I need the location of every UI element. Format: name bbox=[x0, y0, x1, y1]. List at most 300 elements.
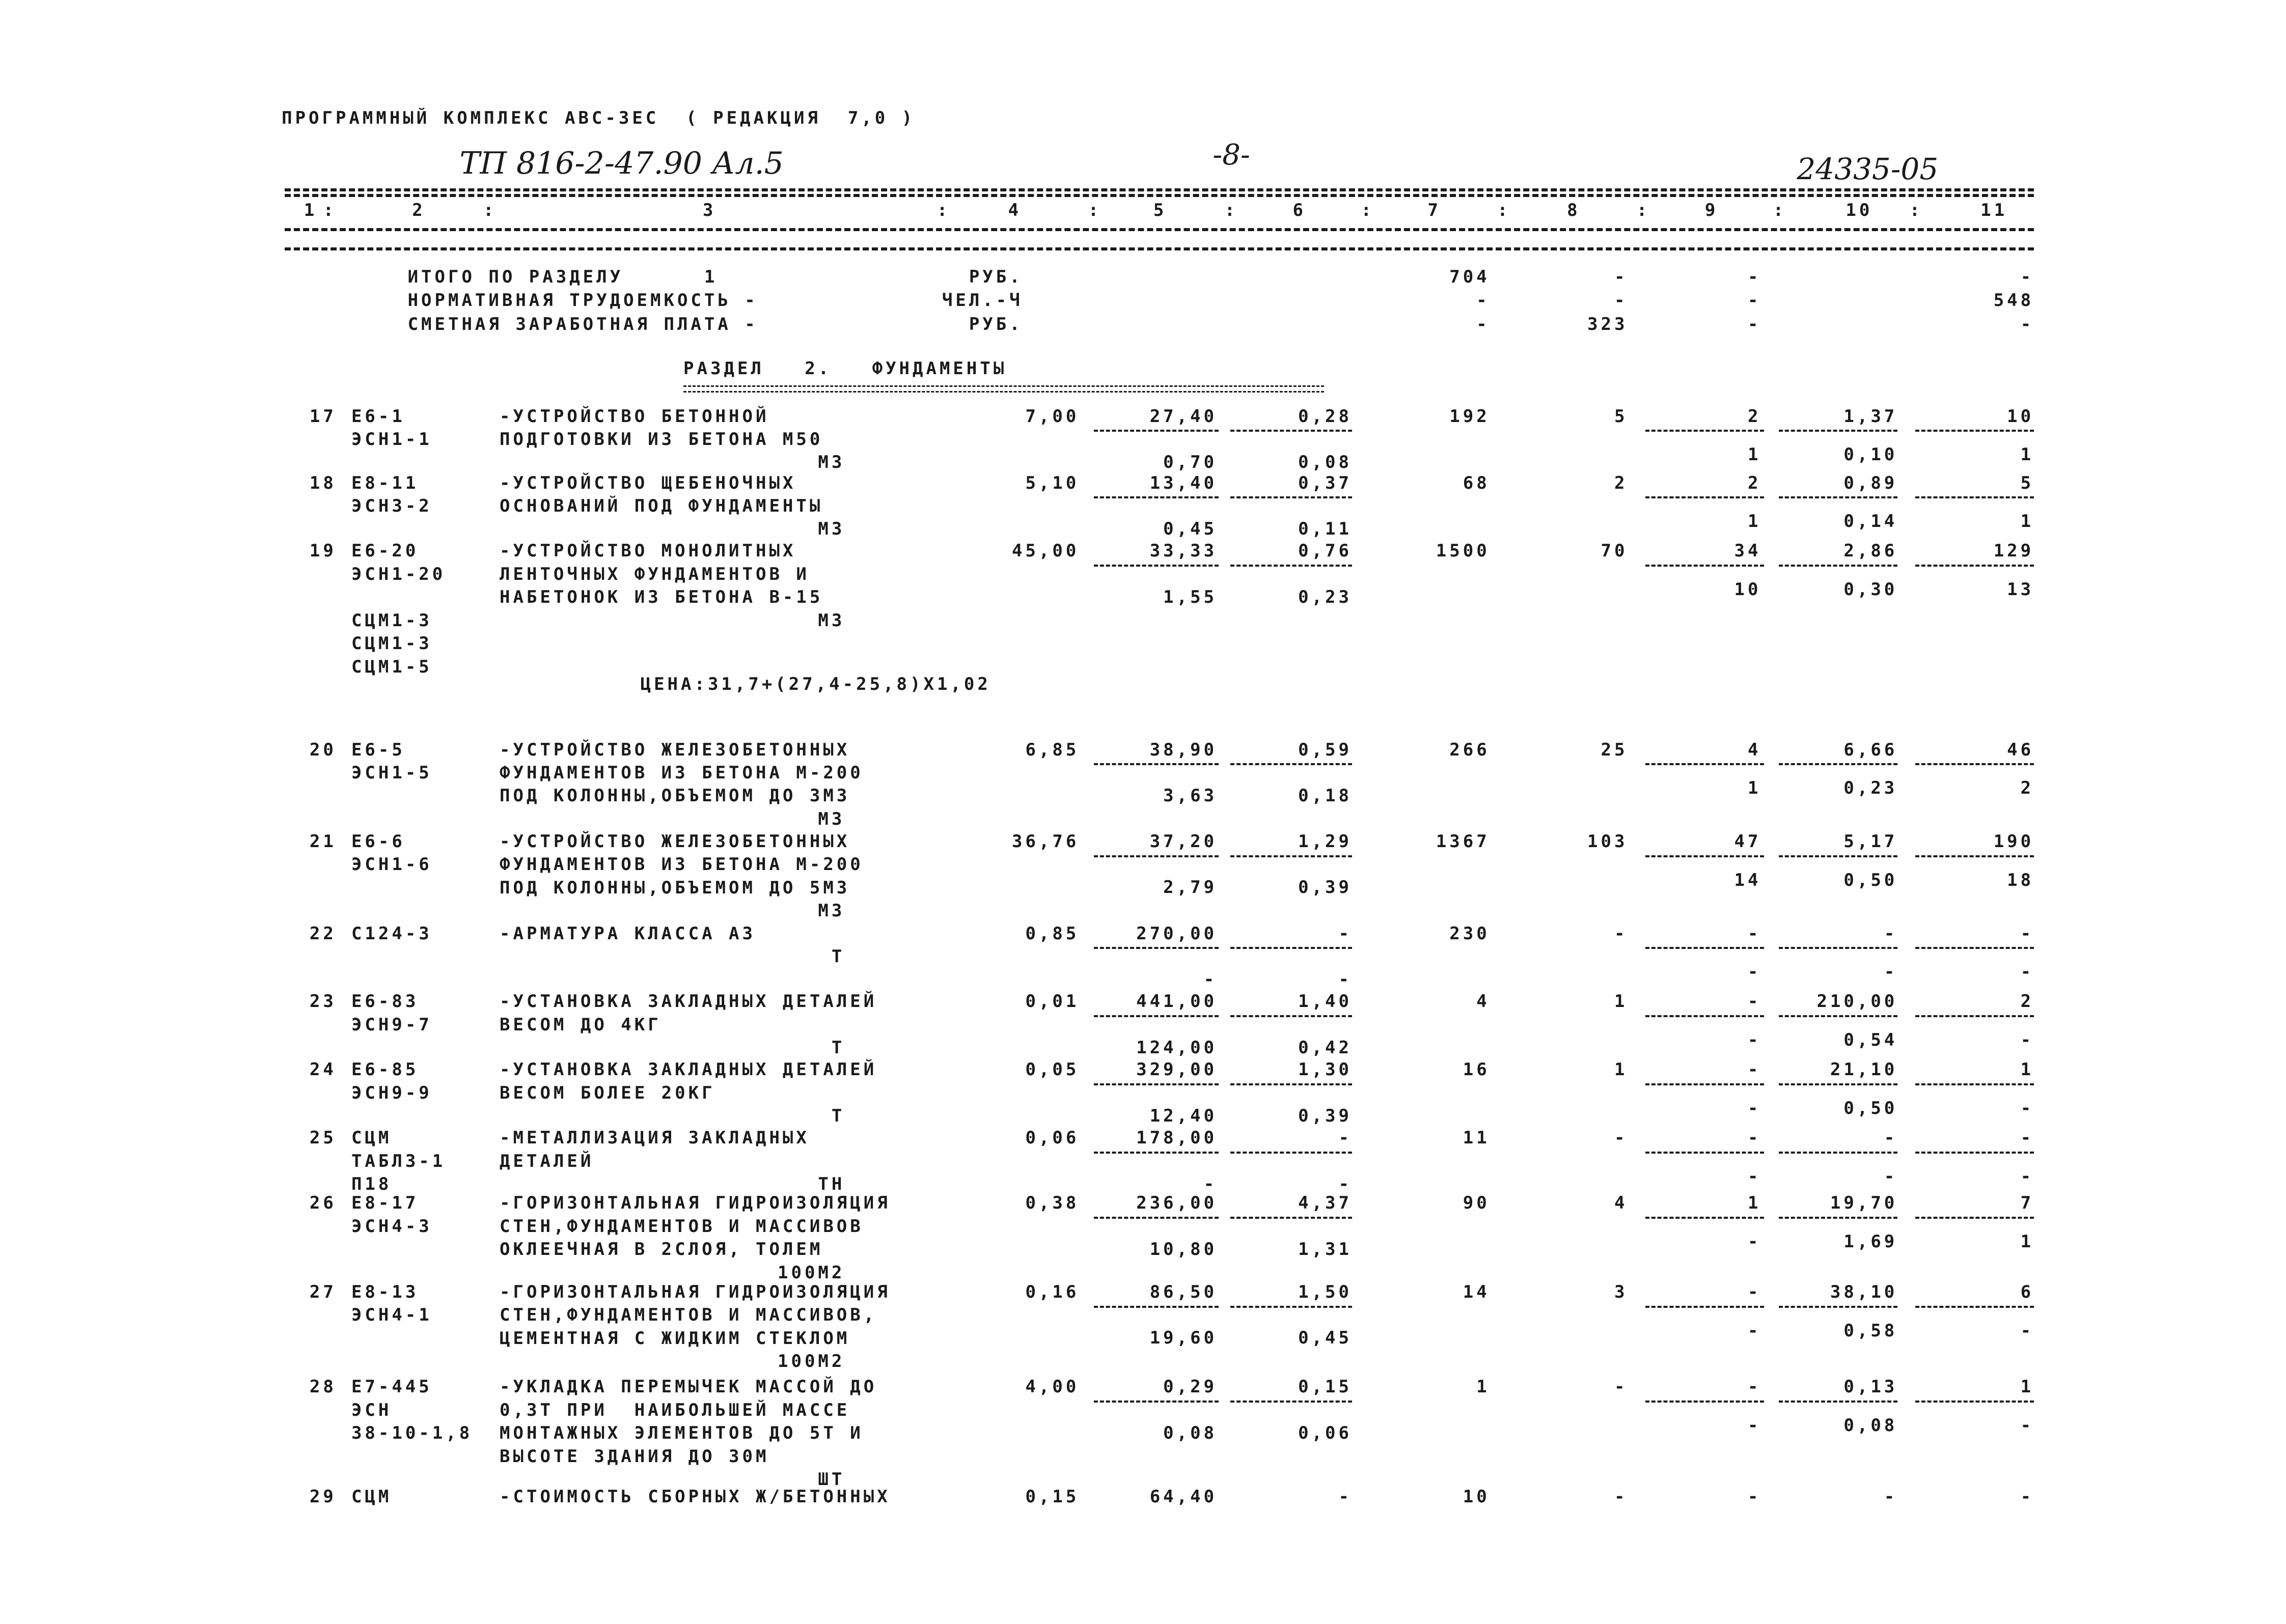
cell-split-rule bbox=[1915, 1083, 2034, 1085]
norm-code: ТАБЛ3-1 bbox=[351, 1151, 446, 1171]
value-c6b: 0,06 bbox=[1298, 1422, 1352, 1443]
value-c6b: 0,45 bbox=[1298, 1328, 1352, 1349]
column-separator: : bbox=[1636, 200, 1650, 220]
value-c5b: 0,08 bbox=[1163, 1422, 1218, 1443]
norm-code: Е8-17 bbox=[351, 1193, 419, 1214]
value-c9: 2 bbox=[1747, 406, 1761, 427]
value-c10b: 0,30 bbox=[1843, 579, 1898, 600]
totals-value: - bbox=[1747, 266, 1761, 287]
value-c6b: 0,42 bbox=[1298, 1037, 1352, 1058]
value-c11: - bbox=[2020, 1486, 2034, 1507]
cell-split-rule bbox=[1915, 855, 2034, 857]
norm-code: ЭСН9-7 bbox=[351, 1014, 432, 1035]
doc-code-handwritten: ТП 816-2-47.90 Ал.5 bbox=[459, 146, 784, 182]
cell-split-rule bbox=[1779, 1152, 1897, 1154]
value-c10: 2,86 bbox=[1843, 541, 1898, 562]
column-separator: : bbox=[323, 200, 337, 220]
unit-of-measure: ТН bbox=[818, 1174, 845, 1195]
value-c6: 0,37 bbox=[1298, 472, 1352, 493]
value-c8: - bbox=[1614, 1486, 1628, 1507]
value-c9: 34 bbox=[1734, 541, 1761, 562]
value-c10: 0,13 bbox=[1843, 1377, 1898, 1397]
cell-split-rule bbox=[1645, 496, 1764, 498]
cell-split-rule bbox=[1645, 1083, 1764, 1085]
work-description: -АРМАТУРА КЛАССА А3 bbox=[500, 923, 756, 944]
row-number: 26 bbox=[309, 1193, 337, 1214]
value-c7: 11 bbox=[1463, 1128, 1490, 1149]
value-c10b: 0,10 bbox=[1843, 444, 1898, 465]
cell-split-rule bbox=[1094, 565, 1219, 567]
norm-code: Е6-83 bbox=[351, 991, 419, 1012]
column-separator: : bbox=[1497, 200, 1511, 220]
norm-code: 38-10-1,8 bbox=[351, 1423, 473, 1444]
column-number: 1 bbox=[304, 200, 318, 220]
cell-split-rule bbox=[1915, 1152, 2034, 1154]
norm-code: Е6-1 bbox=[351, 406, 405, 427]
value-c10b: 0,50 bbox=[1843, 1098, 1898, 1119]
value-c9b: 14 bbox=[1734, 870, 1761, 890]
value-c8: - bbox=[1614, 1128, 1628, 1149]
unit-of-measure: 100М2 bbox=[778, 1262, 845, 1283]
value-c6b: 0,08 bbox=[1298, 452, 1352, 472]
cell-split-rule bbox=[1645, 947, 1764, 949]
value-c10: 6,66 bbox=[1843, 739, 1898, 760]
cell-split-rule bbox=[1230, 1015, 1352, 1017]
work-description: ВЫСОТЕ ЗДАНИЯ ДО 30М bbox=[500, 1446, 769, 1467]
value-qty: 45,00 bbox=[1011, 541, 1080, 562]
norm-code: Е7-445 bbox=[351, 1377, 432, 1397]
value-c5: 270,00 bbox=[1136, 923, 1218, 944]
value-c5: 329,00 bbox=[1136, 1059, 1218, 1080]
value-c11b: - bbox=[2020, 1030, 2034, 1051]
column-number: 2 bbox=[412, 200, 426, 220]
totals-value: - bbox=[1476, 314, 1490, 335]
cell-split-rule bbox=[1230, 763, 1352, 765]
value-c10b: 0,23 bbox=[1843, 778, 1898, 799]
value-qty: 0,05 bbox=[1025, 1059, 1080, 1080]
column-separator: : bbox=[1773, 200, 1787, 220]
value-c9: - bbox=[1747, 923, 1761, 944]
value-c10: - bbox=[1884, 1128, 1898, 1149]
cell-split-rule bbox=[1645, 1306, 1764, 1308]
value-qty: 4,00 bbox=[1025, 1377, 1080, 1397]
value-c5: 33,33 bbox=[1149, 541, 1218, 562]
column-number: 9 bbox=[1704, 200, 1719, 220]
norm-code: ЭСН9-9 bbox=[351, 1082, 432, 1103]
work-description: -СТОИМОСТЬ СБОРНЫХ Ж/БЕТОННЫХ bbox=[500, 1486, 891, 1507]
unit-of-measure: М3 bbox=[818, 519, 845, 540]
cell-split-rule bbox=[1094, 1015, 1219, 1017]
value-c6: 1,40 bbox=[1298, 991, 1352, 1012]
norm-code: ЭСН bbox=[351, 1399, 392, 1420]
cell-split-rule bbox=[1779, 763, 1897, 765]
work-description: -ГОРИЗОНТАЛЬНАЯ ГИДРОИЗОЛЯЦИЯ bbox=[500, 1282, 891, 1303]
norm-code: СЦМ1-3 bbox=[351, 633, 432, 654]
norm-code: ЭСН3-2 bbox=[351, 495, 432, 516]
value-c10b: - bbox=[1884, 962, 1898, 983]
value-c11b: 2 bbox=[2020, 778, 2034, 799]
value-c11b: 1 bbox=[2020, 511, 2034, 532]
section-title: РАЗДЕЛ 2. ФУНДАМЕНТЫ bbox=[683, 358, 1007, 379]
value-qty: 0,16 bbox=[1025, 1282, 1080, 1303]
work-description: ВЕСОМ БОЛЕЕ 20КГ bbox=[500, 1082, 715, 1103]
cell-split-rule bbox=[1915, 1401, 2034, 1403]
unit-of-measure: Т bbox=[831, 1038, 845, 1058]
cell-split-rule bbox=[1645, 855, 1764, 857]
value-c6b: - bbox=[1338, 1173, 1352, 1194]
work-description: СТЕН,ФУНДАМЕНТОВ И МАССИВОВ bbox=[500, 1216, 864, 1237]
work-description: ПОДГОТОВКИ ИЗ БЕТОНА М50 bbox=[500, 429, 823, 450]
value-qty: 0,38 bbox=[1025, 1193, 1080, 1214]
value-c9: - bbox=[1747, 1282, 1761, 1303]
value-c11b: - bbox=[2020, 1166, 2034, 1187]
value-c5b: 2,79 bbox=[1163, 877, 1218, 898]
value-c6b: 0,23 bbox=[1298, 586, 1352, 607]
cell-split-rule bbox=[1094, 430, 1219, 432]
totals-unit: РУБ. bbox=[969, 314, 1023, 335]
program-line: ПРОГРАММНЫЙ КОМПЛЕКС АВС-3ЕС ( РЕДАКЦИЯ 7,0 ) bbox=[282, 108, 916, 129]
value-c7: 266 bbox=[1449, 739, 1490, 760]
column-number: 7 bbox=[1427, 200, 1441, 220]
value-c5b: - bbox=[1203, 969, 1218, 990]
price-note: ЦЕНА:31,7+(27,4-25,8)Х1,02 bbox=[640, 674, 991, 695]
value-c5b: - bbox=[1203, 1173, 1218, 1194]
value-c8: 1 bbox=[1614, 1059, 1628, 1080]
row-number: 21 bbox=[309, 831, 337, 852]
cell-split-rule bbox=[1915, 1015, 2034, 1017]
value-c8: 70 bbox=[1601, 541, 1628, 562]
unit-of-measure: Т bbox=[831, 946, 845, 967]
work-description: -УСТАНОВКА ЗАКЛАДНЫХ ДЕТАЛЕЙ bbox=[500, 1059, 877, 1080]
value-c5: 86,50 bbox=[1149, 1282, 1218, 1303]
cell-split-rule bbox=[1230, 855, 1352, 857]
value-c10b: 0,14 bbox=[1843, 511, 1898, 532]
column-number: 5 bbox=[1153, 200, 1167, 220]
totals-label: СМЕТНАЯ ЗАРАБОТНАЯ ПЛАТА - bbox=[407, 314, 758, 335]
work-description: ОСНОВАНИЙ ПОД ФУНДАМЕНТЫ bbox=[500, 495, 823, 516]
cell-split-rule bbox=[1779, 1401, 1897, 1403]
value-c5b: 1,55 bbox=[1163, 586, 1218, 607]
value-c5b: 3,63 bbox=[1163, 785, 1218, 806]
work-description: -УСТРОЙСТВО МОНОЛИТНЫХ bbox=[500, 541, 796, 562]
value-qty: 0,15 bbox=[1025, 1486, 1080, 1507]
norm-code: ЭСН1-5 bbox=[351, 762, 432, 783]
column-number: 8 bbox=[1567, 200, 1581, 220]
value-c9b: 1 bbox=[1747, 778, 1761, 799]
value-c11: - bbox=[2020, 923, 2034, 944]
cell-split-rule bbox=[1779, 1306, 1897, 1308]
value-c10: 5,17 bbox=[1843, 831, 1898, 852]
value-c9b: - bbox=[1747, 962, 1761, 983]
value-c11b: - bbox=[2020, 1415, 2034, 1436]
value-c8: 103 bbox=[1587, 831, 1628, 852]
cell-split-rule bbox=[1915, 1306, 2034, 1308]
value-c11b: - bbox=[2020, 1320, 2034, 1341]
totals-unit: РУБ. bbox=[969, 266, 1023, 287]
value-c11: 46 bbox=[2007, 739, 2034, 760]
value-c9: - bbox=[1747, 1128, 1761, 1149]
row-number: 22 bbox=[309, 923, 337, 944]
cell-split-rule bbox=[1779, 1015, 1897, 1017]
cell-split-rule bbox=[1094, 496, 1219, 498]
value-c10: 1,37 bbox=[1843, 406, 1898, 427]
norm-code: ЭСН4-1 bbox=[351, 1305, 432, 1326]
work-description: ЛЕНТОЧНЫХ ФУНДАМЕНТОВ И bbox=[500, 564, 810, 584]
value-c8: 25 bbox=[1601, 739, 1628, 760]
norm-code: Е6-5 bbox=[351, 739, 405, 760]
totals-label: НОРМАТИВНАЯ ТРУДОЕМКОСТЬ - bbox=[407, 290, 758, 311]
value-c11b: 18 bbox=[2007, 870, 2034, 890]
row-number: 20 bbox=[309, 739, 337, 760]
norm-code: Е8-11 bbox=[351, 472, 419, 493]
value-c6b: 0,18 bbox=[1298, 785, 1352, 806]
row-number: 25 bbox=[309, 1128, 337, 1149]
norm-code: ЭСН4-3 bbox=[351, 1216, 432, 1237]
cell-split-rule bbox=[1094, 855, 1219, 857]
totals-value: - bbox=[1614, 266, 1628, 287]
work-description: ФУНДАМЕНТОВ ИЗ БЕТОНА М-200 bbox=[500, 762, 864, 783]
value-c11b: 1 bbox=[2020, 1231, 2034, 1252]
value-qty: 0,01 bbox=[1025, 991, 1080, 1012]
value-c8: 3 bbox=[1614, 1282, 1628, 1303]
cell-split-rule bbox=[1230, 1401, 1352, 1403]
value-qty: 5,10 bbox=[1025, 472, 1080, 493]
value-c10b: 0,50 bbox=[1843, 870, 1898, 890]
work-description: МОНТАЖНЫХ ЭЛЕМЕНТОВ ДО 5Т И bbox=[500, 1423, 864, 1444]
cell-split-rule bbox=[1779, 565, 1897, 567]
cell-split-rule bbox=[1094, 947, 1219, 949]
value-c6: 1,29 bbox=[1298, 831, 1352, 852]
value-c8: 5 bbox=[1614, 406, 1628, 427]
value-c7: 230 bbox=[1449, 923, 1490, 944]
cell-split-rule bbox=[1779, 496, 1897, 498]
value-c10b: 0,08 bbox=[1843, 1415, 1898, 1436]
value-c9: - bbox=[1747, 1486, 1761, 1507]
work-description: -УСТРОЙСТВО ЩЕБЕНОЧНЫХ bbox=[500, 472, 796, 493]
norm-code: СЦМ bbox=[351, 1128, 392, 1149]
value-c7: 1 bbox=[1476, 1377, 1490, 1397]
cell-split-rule bbox=[1094, 1083, 1219, 1085]
totals-value: - bbox=[1614, 290, 1628, 311]
totals-unit: ЧЕЛ.-Ч bbox=[942, 290, 1023, 311]
value-c5: 13,40 bbox=[1149, 472, 1218, 493]
value-c8: - bbox=[1614, 1377, 1628, 1397]
value-c9: - bbox=[1747, 1059, 1761, 1080]
value-c5: 178,00 bbox=[1136, 1128, 1218, 1149]
work-description: ПОД КОЛОННЫ,ОБЪЕМОМ ДО 3М3 bbox=[500, 786, 850, 806]
value-c7: 1500 bbox=[1436, 541, 1490, 562]
work-description: 0,3Т ПРИ НАИБОЛЬШЕЙ МАССЕ bbox=[500, 1399, 850, 1420]
value-c5b: 124,00 bbox=[1136, 1037, 1218, 1058]
row-number: 29 bbox=[309, 1486, 337, 1507]
totals-value: 704 bbox=[1449, 266, 1490, 287]
value-c10: 21,10 bbox=[1830, 1059, 1898, 1080]
cell-split-rule bbox=[1779, 947, 1897, 949]
value-c10: - bbox=[1884, 1486, 1898, 1507]
cell-split-rule bbox=[1645, 565, 1764, 567]
cell-split-rule bbox=[1094, 1401, 1219, 1403]
value-c9b: - bbox=[1747, 1415, 1761, 1436]
value-c11: 10 bbox=[2007, 406, 2034, 427]
totals-value: - bbox=[1476, 290, 1490, 311]
value-qty: 0,06 bbox=[1025, 1128, 1080, 1149]
value-c9: 4 bbox=[1747, 739, 1761, 760]
value-c10: 210,00 bbox=[1816, 991, 1898, 1012]
totals-value: - bbox=[2020, 314, 2034, 335]
value-c6: 0,76 bbox=[1298, 541, 1352, 562]
work-description: ПОД КОЛОННЫ,ОБЪЕМОМ ДО 5М3 bbox=[500, 877, 850, 898]
cell-split-rule bbox=[1779, 1083, 1897, 1085]
norm-code: СЦМ1-3 bbox=[351, 610, 432, 631]
value-c5: 0,29 bbox=[1163, 1377, 1218, 1397]
totals-value: - bbox=[1747, 314, 1761, 335]
cell-split-rule bbox=[1230, 1152, 1352, 1154]
value-c7: 90 bbox=[1463, 1193, 1490, 1214]
value-c11: 6 bbox=[2020, 1282, 2034, 1303]
norm-code: П18 bbox=[351, 1174, 392, 1195]
header-rule-top-2 bbox=[285, 194, 2034, 197]
value-c5: 38,90 bbox=[1149, 739, 1218, 760]
cell-split-rule bbox=[1915, 496, 2034, 498]
column-number: 3 bbox=[702, 200, 717, 220]
value-c9b: 1 bbox=[1747, 511, 1761, 532]
row-number: 18 bbox=[309, 472, 337, 493]
work-description: -УКЛАДКА ПЕРЕМЫЧЕК МАССОЙ ДО bbox=[500, 1377, 877, 1397]
work-description: -УСТРОЙСТВО ЖЕЛЕЗОБЕТОННЫХ bbox=[500, 831, 850, 852]
value-c11: 2 bbox=[2020, 991, 2034, 1012]
value-c5: 236,00 bbox=[1136, 1193, 1218, 1214]
value-c7: 192 bbox=[1449, 406, 1490, 427]
value-c9: 2 bbox=[1747, 472, 1761, 493]
value-c6: 1,30 bbox=[1298, 1059, 1352, 1080]
work-description: -ГОРИЗОНТАЛЬНАЯ ГИДРОИЗОЛЯЦИЯ bbox=[500, 1193, 891, 1214]
value-c9b: 1 bbox=[1747, 444, 1761, 465]
value-c9b: - bbox=[1747, 1231, 1761, 1252]
totals-value: 548 bbox=[1993, 290, 2034, 311]
value-c5b: 19,60 bbox=[1149, 1328, 1218, 1349]
value-c11: 1 bbox=[2020, 1377, 2034, 1397]
value-qty: 6,85 bbox=[1025, 739, 1080, 760]
norm-code: Е8-13 bbox=[351, 1282, 419, 1303]
column-separator: : bbox=[1909, 200, 1923, 220]
totals-value: - bbox=[2020, 266, 2034, 287]
cell-split-rule bbox=[1230, 947, 1352, 949]
totals-value: 323 bbox=[1587, 314, 1628, 335]
norm-code: ЭСН1-20 bbox=[351, 564, 446, 584]
value-c6: 0,59 bbox=[1298, 739, 1352, 760]
value-c11b: - bbox=[2020, 962, 2034, 983]
column-separator: : bbox=[1224, 200, 1238, 220]
value-c6: 0,28 bbox=[1298, 406, 1352, 427]
value-c5: 27,40 bbox=[1149, 406, 1218, 427]
norm-code: СЦМ bbox=[351, 1486, 392, 1507]
cell-split-rule bbox=[1094, 1217, 1219, 1219]
cell-split-rule bbox=[1230, 1306, 1352, 1308]
column-separator: : bbox=[937, 200, 951, 220]
cell-split-rule bbox=[1230, 1083, 1352, 1085]
cell-split-rule bbox=[1915, 565, 2034, 567]
work-description: -МЕТАЛЛИЗАЦИЯ ЗАКЛАДНЫХ bbox=[500, 1128, 810, 1149]
work-description: -УСТРОЙСТВО ЖЕЛЕЗОБЕТОННЫХ bbox=[500, 739, 850, 760]
value-c5: 37,20 bbox=[1149, 831, 1218, 852]
value-c10b: - bbox=[1884, 1166, 1898, 1187]
unit-of-measure: 100М2 bbox=[778, 1351, 845, 1372]
value-c8: 2 bbox=[1614, 472, 1628, 493]
norm-code: ЭСН1-1 bbox=[351, 429, 432, 450]
totals-label: ИТОГО ПО РАЗДЕЛУ 1 bbox=[407, 266, 718, 287]
value-c11: - bbox=[2020, 1128, 2034, 1149]
value-c8: 4 bbox=[1614, 1193, 1628, 1214]
column-number: 11 bbox=[1980, 200, 2008, 220]
column-separator: : bbox=[483, 200, 497, 220]
row-number: 24 bbox=[309, 1059, 337, 1080]
cell-split-rule bbox=[1094, 763, 1219, 765]
value-c10b: 0,58 bbox=[1843, 1320, 1898, 1341]
value-c10: 0,89 bbox=[1843, 472, 1898, 493]
value-c9: 47 bbox=[1734, 831, 1761, 852]
value-c6: 4,37 bbox=[1298, 1193, 1352, 1214]
value-c10: - bbox=[1884, 923, 1898, 944]
value-c10b: 1,69 bbox=[1843, 1231, 1898, 1252]
value-c11b: 13 bbox=[2007, 579, 2034, 600]
value-c6: - bbox=[1338, 1486, 1352, 1507]
cell-split-rule bbox=[1645, 763, 1764, 765]
row-number: 19 bbox=[309, 541, 337, 562]
value-c11: 7 bbox=[2020, 1193, 2034, 1214]
work-description: ОКЛЕЕЧНАЯ В 2СЛОЯ, ТОЛЕМ bbox=[500, 1239, 823, 1260]
value-c9: - bbox=[1747, 1377, 1761, 1397]
value-c6b: 0,11 bbox=[1298, 518, 1352, 539]
value-c7: 10 bbox=[1463, 1486, 1490, 1507]
value-c6b: 1,31 bbox=[1298, 1239, 1352, 1259]
work-description: СТЕН,ФУНДАМЕНТОВ И МАССИВОВ, bbox=[500, 1305, 877, 1326]
value-c11b: 1 bbox=[2020, 444, 2034, 465]
cell-split-rule bbox=[1645, 1401, 1764, 1403]
work-description: ДЕТАЛЕЙ bbox=[500, 1151, 594, 1171]
norm-code: Е6-20 bbox=[351, 541, 419, 562]
value-c7: 68 bbox=[1463, 472, 1490, 493]
value-c11: 5 bbox=[2020, 472, 2034, 493]
value-c5b: 0,45 bbox=[1163, 518, 1218, 539]
unit-of-measure: Т bbox=[831, 1106, 845, 1127]
value-c11b: - bbox=[2020, 1098, 2034, 1119]
cell-split-rule bbox=[1779, 1217, 1897, 1219]
value-c6: - bbox=[1338, 923, 1352, 944]
unit-of-measure: М3 bbox=[818, 808, 845, 829]
page-number: -8- bbox=[1213, 138, 1250, 172]
value-c9: 1 bbox=[1747, 1193, 1761, 1214]
header-rule-bottom bbox=[285, 247, 2034, 250]
value-c9: - bbox=[1747, 991, 1761, 1012]
cell-split-rule bbox=[1645, 1152, 1764, 1154]
value-c11: 129 bbox=[1993, 541, 2034, 562]
row-number: 23 bbox=[309, 991, 337, 1012]
value-c9b: - bbox=[1747, 1030, 1761, 1051]
row-number: 28 bbox=[309, 1377, 337, 1397]
row-number: 27 bbox=[309, 1282, 337, 1303]
work-description: -УСТАНОВКА ЗАКЛАДНЫХ ДЕТАЛЕЙ bbox=[500, 991, 877, 1012]
value-c6: 1,50 bbox=[1298, 1282, 1352, 1303]
archive-number-handwritten: 24335-05 bbox=[1797, 151, 1939, 186]
column-number: 6 bbox=[1292, 200, 1306, 220]
row-number: 17 bbox=[309, 406, 337, 427]
cell-split-rule bbox=[1645, 430, 1764, 432]
cell-split-rule bbox=[1915, 763, 2034, 765]
value-c6: - bbox=[1338, 1128, 1352, 1149]
cell-split-rule bbox=[1915, 430, 2034, 432]
work-description: ФУНДАМЕНТОВ ИЗ БЕТОНА М-200 bbox=[500, 854, 864, 875]
header-rule-mid bbox=[285, 228, 2034, 231]
